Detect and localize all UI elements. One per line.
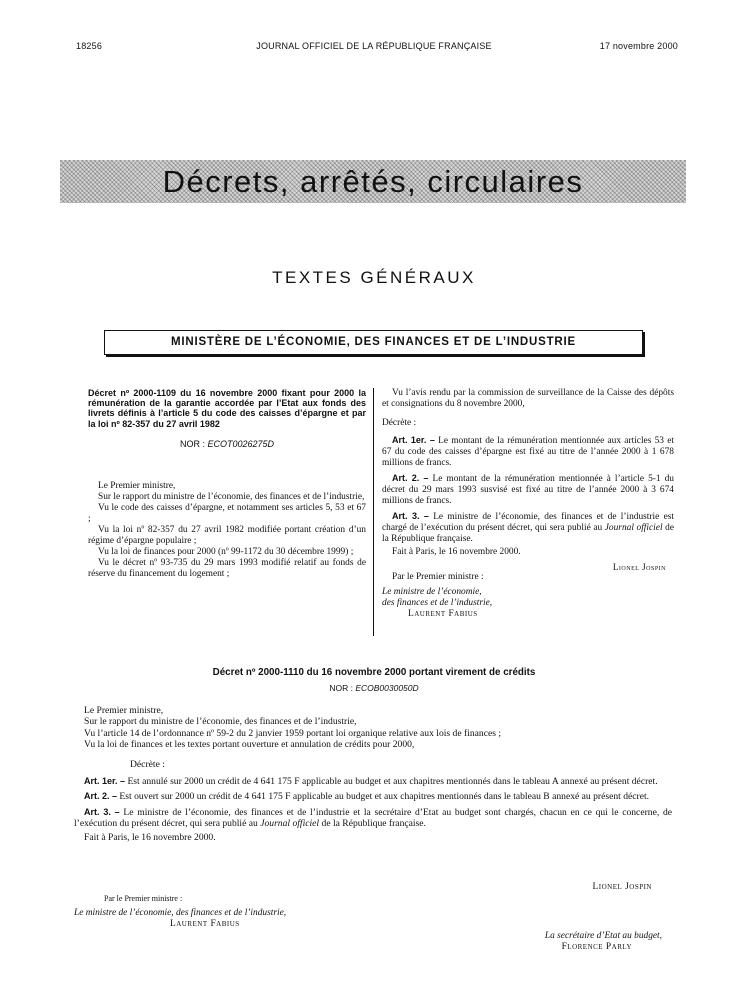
- decree1-right-column: [382, 388, 674, 620]
- decree2-signatures: [382, 882, 662, 953]
- column-divider: [373, 388, 374, 636]
- decree1-by-pm: Par le Premier ministre :: [392, 572, 484, 582]
- decree1-article-2: [382, 473, 674, 507]
- article-text: Le ministre de l’économie, des finances et de l’industrie et la secrétaire d’Etat au budget sont chargés, chacun en ce qui le concerne, de l’exécution du présent décret, qui sera publié au: [74, 806, 672, 830]
- article-label: Art. 2. –: [84, 791, 118, 802]
- decree2-nor-code: ECOB0030050D: [355, 683, 419, 693]
- decree2-article-1: [74, 776, 672, 787]
- decree1-body-line: Vu la loi nº 82-357 du 27 avril 1982 modifiée portant création d’un régime d’épargne populaire ;: [88, 524, 366, 546]
- decree1-minister-title: des finances et de l’industrie,: [382, 598, 493, 608]
- decree1-body-line: Vu la loi de finances pour 2000 (nº 99-1172 du 30 décembre 1999) ;: [98, 546, 354, 557]
- article-label: Art. 1er. –: [84, 776, 126, 787]
- article-label: Art. 2. –: [392, 473, 429, 483]
- decree2-signatory: Lionel Jospin: [592, 882, 652, 892]
- decree1-signatory: Lionel Jospin: [612, 562, 666, 572]
- decree2-secretary-title: La secrétaire d’Etat au budget,: [544, 931, 662, 941]
- article-text: Est ouvert sur 2000 un crédit de 4 641 175 F applicable au budget et aux chapitres mentionnés dans le tableau B annexé au présent décret.: [119, 791, 650, 803]
- decree2-nor: [0, 683, 748, 693]
- decree1-minister-title: Le ministre de l’économie,: [382, 587, 482, 597]
- section-banner: [60, 160, 686, 203]
- decree1-left-column: [88, 388, 366, 580]
- journal-reference: Journal officiel: [604, 523, 663, 533]
- banner-title: Décrets, arrêtés, circulaires: [162, 164, 584, 199]
- decree1-nor-code: ECOT0026275D: [207, 438, 275, 449]
- decree2-minister-name: Laurent Fabius: [170, 919, 240, 929]
- section-title: TEXTES GÉNÉRAUX: [272, 268, 476, 287]
- journal-reference: Journal officiel: [260, 818, 320, 830]
- decree2-countersign: [74, 893, 374, 930]
- decree1-done: Fait à Paris, le 16 novembre 2000.: [392, 547, 521, 557]
- decree2-by-pm: Par le Premier ministre :: [104, 894, 183, 903]
- decree2-body-line: Sur le rapport du ministre de l’économie, des finances et de l’industrie,: [84, 716, 357, 728]
- journal-title: JOURNAL OFFICIEL DE LA RÉPUBLIQUE FRANÇAISE: [256, 41, 492, 51]
- article-label: Art. 1er. –: [392, 435, 435, 445]
- decree2-article-2: [74, 791, 672, 802]
- decree1-body-line: Sur le rapport du ministre de l’économie, des finances et de l’industrie,: [98, 491, 365, 502]
- ministry-name: MINISTÈRE DE L’ÉCONOMIE, DES FINANCES ET DE L’INDUSTRIE: [170, 336, 576, 348]
- decree2-body-line: Le Premier ministre,: [84, 705, 164, 716]
- decree1-article-1: [382, 435, 674, 469]
- article-text: Le ministre de l’économie, des finances et de l’industrie est chargé de l’exécution du présent décret, qui sera publié au: [382, 512, 674, 533]
- article-text: Le montant de la rémunération mentionnée à l’article 5-1 du décret du 29 mars 1993 susvisé est fixé au titre de l’année 2000 à 3 674 millions de francs.: [382, 474, 674, 506]
- article-text: de la République française.: [382, 523, 675, 544]
- article-label: Art. 3. –: [84, 806, 120, 817]
- decree1-body-line: Vu le code des caisses d’épargne, et notamment ses articles 5, 53 et 67 ;: [88, 502, 366, 524]
- article-label: Art. 3. –: [392, 511, 429, 521]
- decree2-body-line: Vu la loi de finances et les textes portant ouverture et annulation de crédits pour 2000,: [84, 739, 415, 751]
- decree2-secretary-name: Florence Parly: [561, 942, 632, 952]
- decree2-decrete: Décrète :: [130, 758, 165, 770]
- decree2-minister-title: Le ministre de l’économie, des finances et de l’industrie,: [74, 908, 287, 918]
- decree1-body-line: Le Premier ministre,: [98, 480, 176, 491]
- decree1-decrete: Décrète :: [382, 418, 417, 428]
- decree1-article-3: [382, 511, 674, 545]
- decree1-nor: [88, 439, 366, 449]
- decree2-title: Décret nº 2000-1110 du 16 novembre 2000 portant virement de crédits: [212, 667, 536, 678]
- article-text: Le montant de la rémunération mentionnée aux articles 53 et 67 du code des caisses d’épargne est fixé au titre de l’année 2000 à 1 678 millions de francs.: [382, 436, 675, 468]
- decree2-body: [74, 705, 672, 843]
- ministry-box: [104, 330, 643, 355]
- decree2-article-3: [74, 807, 672, 830]
- decree2-nor-label: NOR :: [329, 683, 353, 693]
- article-text: de la République française.: [321, 818, 426, 830]
- decree1-minister-name: Laurent Fabius: [408, 609, 478, 619]
- decree2-done: Fait à Paris, le 16 novembre 2000.: [84, 831, 216, 843]
- decree1-nor-label: NOR :: [179, 438, 205, 449]
- decree1-avis: Vu l’avis rendu par la commission de surveillance de la Caisse des dépôts et consignations du 8 novembre 2000,: [382, 388, 674, 409]
- decree1-title: Décret nº 2000-1109 du 16 novembre 2000 fixant pour 2000 la rémunération de la garantie accordée par l’Etat aux fonds des livrets définis à l’article 5 du code des caisses d’épargne et par la loi nº 82-357 du 27 avril 1982: [88, 388, 366, 429]
- decree2-body-line: Vu l’article 14 de l’ordonnance nº 59-2 du 2 janvier 1959 portant loi organique relative aux lois de finances ;: [84, 727, 502, 739]
- article-text: Est annulé sur 2000 un crédit de 4 641 175 F applicable au budget et aux chapitres mentionnés dans le tableau A annexé au présent décret.: [127, 776, 658, 788]
- page-number: 18256: [76, 41, 103, 51]
- decree1-body-line: Vu le décret nº 93-735 du 29 mars 1993 modifié relatif au fonds de réserve du financement du logement ;: [88, 557, 366, 579]
- issue-date: 17 novembre 2000: [599, 41, 678, 51]
